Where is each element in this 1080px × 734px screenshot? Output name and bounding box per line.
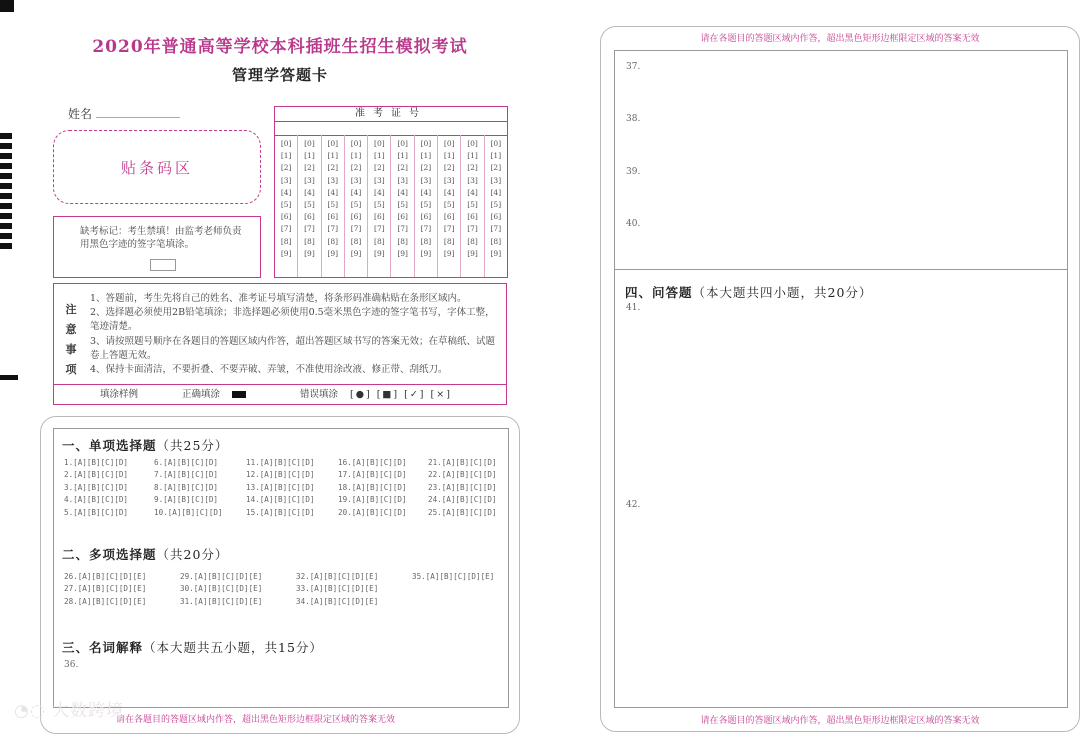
choice-row[interactable]: 3.[A][B][C][D] [64,482,129,492]
exam-id-bubble[interactable]: [2] [280,163,292,173]
footer-note-left: 请在各题目的答题区域内作答，超出黑色矩形边框限定区域的答案无效 [116,715,396,725]
choice-row[interactable]: 28.[A][B][C][D][E] [64,596,147,606]
choice-row[interactable]: 12.[A][B][C][D] [246,470,315,480]
exam-id-bubble[interactable]: [9] [304,248,315,258]
exam-id-bubble[interactable]: [3] [443,175,455,185]
exam-id-bubble[interactable]: [8] [304,236,315,246]
exam-id-bubble[interactable]: [5] [443,200,455,210]
exam-id-bubble[interactable]: [0] [280,139,292,148]
section-points: （共20分） [156,547,229,562]
exam-id-bubble[interactable]: [1] [304,151,315,161]
watermark [14,696,124,721]
instruction-item: 3、请按照题号顺序在各题目的答题区域内作答，超出答题区域书写的答案无效；在草稿纸、试题卷上答题无效。 [90,335,496,361]
choice-row[interactable]: 20.[A][B][C][D] [338,507,407,517]
choice-row[interactable]: 9.[A][B][C][D] [154,495,219,505]
exam-id-bubble[interactable]: [5] [350,200,362,210]
multi-choice-title [62,545,228,563]
registration-mark [0,183,12,189]
exam-id-bubble[interactable]: [6] [304,212,315,222]
exam-id-bubble[interactable]: [5] [397,200,408,210]
footer-note-right: 请在各题目的答题区域内作答，超出黑色矩形边框限定区域的答案无效 [700,716,980,726]
choice-row[interactable]: 4.[A][B][C][D] [64,495,129,505]
absent-mark-box [53,216,261,278]
registration-mark [0,173,12,179]
absent-checkbox[interactable] [150,259,176,271]
exam-id-bubble[interactable]: [0] [327,139,339,148]
exam-id-bubble[interactable]: [2] [397,163,408,173]
choice-row[interactable]: 29.[A][B][C][D][E] [180,572,263,581]
registration-mark [0,0,14,12]
name-label: 姓名 [68,107,93,121]
exam-id-bubble[interactable]: [0] [397,139,408,148]
exam-id-bubble[interactable]: [6] [443,212,455,222]
choice-row[interactable]: 7.[A][B][C][D] [154,470,219,480]
section-title-text: 二、多项选择题 [62,547,157,562]
correct-fill-swatch [232,385,246,405]
exam-id-bubble[interactable]: [6] [420,212,432,222]
exam-id-bubble[interactable]: [8] [374,236,385,246]
exam-id-bubble[interactable]: [1] [374,151,385,161]
instructions-list [90,292,500,377]
exam-id-bubble[interactable]: [2] [467,163,478,173]
registration-mark [0,223,12,229]
exam-id-write-row[interactable] [275,121,507,136]
exam-id-bubble[interactable]: [9] [420,248,432,258]
section-points: （共25分） [156,438,229,453]
question-number: 42. [626,500,641,510]
instructions-label-char: 项 [65,363,77,376]
answer-area-right [614,50,1068,708]
exam-id-bubble[interactable]: [1] [397,151,408,161]
exam-id-bubble[interactable]: [4] [467,187,478,197]
exam-id-bubble[interactable]: [6] [280,212,292,222]
exam-id-bubble[interactable]: [1] [443,151,455,161]
exam-id-bubble[interactable]: [3] [374,175,385,185]
wrong-fill-marks: [●] [■] [✓] [×] [350,389,452,400]
question-number: 38. [626,114,641,124]
exam-id-bubble[interactable]: [0] [374,139,385,148]
choice-row[interactable]: 15.[A][B][C][D] [246,507,315,517]
qa-title [625,283,872,301]
multi-choice-column[interactable] [412,571,494,583]
choice-row[interactable]: 34.[A][B][C][D][E] [296,596,379,606]
choice-row[interactable]: 6.[A][B][C][D] [154,458,219,467]
registration-mark [0,153,12,159]
registration-mark [0,133,12,139]
exam-id-bubble[interactable]: [1] [490,151,502,161]
exam-id-bubble[interactable]: [4] [420,187,432,197]
choice-row[interactable]: 25.[A][B][C][D] [428,507,497,517]
exam-id-bubble[interactable]: [8] [350,236,362,246]
choice-row[interactable]: 14.[A][B][C][D] [246,495,315,505]
exam-id-bubble[interactable]: [8] [490,236,502,246]
exam-id-column [275,135,298,277]
exam-id-bubble[interactable]: [7] [443,224,455,234]
exam-id-bubble[interactable]: [5] [327,200,339,210]
section-title-text: 四、问答题 [625,285,693,300]
exam-id-bubble[interactable]: [8] [280,236,292,246]
choice-row[interactable]: 35.[A][B][C][D][E] [412,572,495,581]
exam-id-bubble[interactable]: [2] [304,163,315,173]
exam-id-bubble[interactable]: [4] [490,187,502,197]
single-choice-column[interactable] [338,457,407,519]
single-choice-column[interactable] [428,457,497,519]
exam-id-grid [274,106,508,278]
exam-id-column [345,135,368,277]
exam-id-bubble[interactable]: [1] [420,151,432,161]
exam-id-bubble[interactable]: [4] [327,187,339,197]
exam-id-bubble[interactable]: [7] [420,224,432,234]
exam-id-bubble[interactable]: [3] [467,175,478,185]
instructions-label-char: 意 [65,323,77,336]
exam-id-bubble[interactable]: [0] [490,139,502,148]
exam-id-bubble[interactable]: [0] [304,139,315,148]
question-number: 41. [626,303,641,313]
exam-id-bubble[interactable]: [3] [397,175,408,185]
exam-id-bubble[interactable]: [8] [397,236,408,246]
exam-id-bubble[interactable]: [0] [350,139,362,148]
registration-mark [0,243,12,249]
answer-area-41-42[interactable] [645,301,1055,697]
exam-id-bubble[interactable]: [6] [350,212,362,222]
multi-choice-column[interactable] [64,571,146,608]
exam-id-bubble[interactable]: [7] [490,224,502,234]
exam-id-bubble[interactable]: [6] [490,212,502,222]
exam-id-column [415,135,438,277]
exam-id-bubble[interactable]: [5] [490,200,502,210]
exam-id-bubble[interactable]: [9] [443,248,455,258]
registration-mark [0,233,12,239]
exam-id-bubble[interactable]: [1] [350,151,362,161]
exam-id-column [322,135,345,277]
exam-id-bubble[interactable]: [7] [327,224,339,234]
exam-id-bubble[interactable]: [0] [420,139,432,148]
exam-id-column [461,135,484,277]
registration-mark [0,203,12,209]
choice-row[interactable]: 21.[A][B][C][D] [428,458,497,467]
exam-id-bubble[interactable]: [1] [280,151,292,161]
wrong-fill-label: 错误填涂 [300,389,339,400]
exam-id-bubble[interactable]: [9] [280,248,292,258]
single-choice-column[interactable] [154,457,223,519]
question-number: 40. [626,219,641,229]
instruction-item: 1、答题前，考生先将自己的姓名、准考证号填写清楚，将条形码准确粘贴在条形区域内。 [90,293,467,304]
exam-id-bubble[interactable]: [1] [327,151,339,161]
exam-id-bubble[interactable]: [2] [327,163,339,173]
exam-id-bubble[interactable]: [5] [374,200,385,210]
question-number: 39. [626,167,641,177]
exam-id-title: 准考证号 [275,107,507,122]
exam-id-bubble[interactable]: [5] [467,200,478,210]
exam-id-bubbles [275,135,507,277]
name-field[interactable] [96,117,180,118]
choice-row[interactable]: 23.[A][B][C][D] [428,482,497,492]
footer-note-top: 请在各题目的答题区域内作答，超出黑色矩形边框限定区域的答案无效 [700,34,980,44]
card-subtitle: 管理学答题卡 [231,66,328,84]
single-choice-column[interactable] [246,457,315,519]
exam-id-bubble[interactable]: [9] [397,248,408,258]
answer-area-36[interactable] [64,675,494,703]
exam-id-bubble[interactable]: [0] [443,139,455,148]
exam-id-bubble[interactable]: [4] [374,187,385,197]
exam-id-bubble[interactable]: [3] [350,175,362,185]
exam-id-bubble[interactable]: [9] [327,248,339,258]
exam-id-bubble[interactable]: [4] [443,187,455,197]
choice-row[interactable]: 27.[A][B][C][D][E] [64,584,147,594]
exam-id-bubble[interactable]: [7] [467,224,478,234]
instruction-item: 2、选择题必须使用2B铅笔填涂；非选择题必须使用0.5毫米黑色字迹的签字笔书写，字体工整，笔迹清楚。 [90,307,495,333]
terms-title [62,638,323,656]
choice-row[interactable]: 26.[A][B][C][D][E] [64,572,147,581]
instruction-item: 4、保持卡面清洁，不要折叠、不要弄破、弄皱，不准使用涂改液、修正带、刮纸刀。 [90,364,448,376]
exam-id-bubble[interactable]: [3] [490,175,502,185]
exam-id-bubble[interactable]: [2] [350,163,362,173]
choice-row[interactable]: 22.[A][B][C][D] [428,470,497,480]
choice-row[interactable]: 2.[A][B][C][D] [64,470,129,480]
exam-id-bubble[interactable]: [5] [280,200,292,210]
exam-id-bubble[interactable]: [8] [327,236,339,246]
exam-id-bubble[interactable]: [2] [490,163,502,173]
exam-id-bubble[interactable]: [5] [304,200,315,210]
correct-fill-label: 正确填涂 [182,389,221,400]
exam-id-bubble[interactable]: [8] [443,236,455,246]
choice-row[interactable]: 30.[A][B][C][D][E] [180,584,263,594]
exam-id-bubble[interactable]: [8] [420,236,432,246]
exam-id-bubble[interactable]: [6] [327,212,339,222]
fill-example-row [54,384,506,405]
choice-row[interactable]: 33.[A][B][C][D][E] [296,584,379,594]
absent-note: 缺考标记：考生禁填！由监考老师负责用黑色字迹的签字笔填涂。 [80,226,242,250]
registration-mark [0,163,12,169]
exam-id-column [368,135,391,277]
choice-row[interactable]: 32.[A][B][C][D][E] [296,572,379,581]
barcode-label: 贴条码区 [120,159,193,177]
instructions-label-char: 注 [65,303,77,316]
choice-row[interactable]: 19.[A][B][C][D] [338,495,407,505]
exam-id-bubble[interactable]: [5] [420,200,432,210]
exam-id-bubble[interactable]: [2] [420,163,432,173]
choice-row[interactable]: 8.[A][B][C][D] [154,482,219,492]
question-number: 36. [64,660,79,670]
exam-id-column [485,135,507,277]
exam-id-bubble[interactable]: [7] [350,224,362,234]
choice-row[interactable]: 13.[A][B][C][D] [246,482,315,492]
exam-id-column [438,135,461,277]
choice-row[interactable]: 1.[A][B][C][D] [64,458,129,467]
exam-id-bubble[interactable]: [2] [374,163,385,173]
question-number: 37. [626,62,641,72]
choice-row[interactable]: 5.[A][B][C][D] [64,507,129,517]
exam-id-bubble[interactable]: [4] [280,187,292,197]
exam-id-bubble[interactable]: [3] [280,175,292,185]
registration-mark [0,143,12,149]
section-divider [615,269,1067,270]
watermark-icon: ◔◌ [14,701,53,721]
choice-row[interactable]: 31.[A][B][C][D][E] [180,596,263,606]
exam-id-bubble[interactable]: [7] [304,224,315,234]
registration-mark [0,375,18,380]
exam-id-bubble[interactable]: [3] [327,175,339,185]
choice-row[interactable]: 24.[A][B][C][D] [428,495,497,505]
single-choice-column[interactable] [64,457,128,519]
fill-example-label: 填涂样例 [100,389,139,400]
multi-choice-column[interactable] [296,571,378,608]
multi-choice-column[interactable] [180,571,262,608]
exam-id-bubble[interactable]: [6] [374,212,385,222]
single-choice-title [62,436,228,454]
choice-row[interactable]: 10.[A][B][C][D] [154,507,223,517]
instructions-label-char: 事 [65,343,77,356]
exam-id-bubble[interactable]: [3] [420,175,432,185]
section-points: （本大题共五小题，共15分） [143,640,323,655]
exam-id-bubble[interactable]: [1] [467,151,478,161]
exam-id-column [298,135,321,277]
watermark-text: 大数跨境 [52,701,125,721]
instructions-box [53,283,507,405]
section-title-text: 一、单项选择题 [62,438,157,453]
exam-id-bubble[interactable]: [9] [467,248,478,258]
registration-mark [0,193,12,199]
exam-id-bubble[interactable]: [2] [443,163,455,173]
exam-id-bubble[interactable]: [4] [304,187,315,197]
exam-id-bubble[interactable]: [9] [350,248,362,258]
barcode-area [53,130,261,204]
exam-title: 2020年普通高等学校本科插班生招生模拟考试 [92,37,468,57]
answer-area-left [53,428,509,708]
exam-id-bubble[interactable]: [0] [467,139,478,148]
section-title-text: 三、名词解释 [62,640,144,655]
exam-id-bubble[interactable]: [9] [490,248,502,258]
exam-id-bubble[interactable]: [4] [397,187,408,197]
exam-id-bubble[interactable]: [6] [467,212,478,222]
exam-id-bubble[interactable]: [7] [374,224,385,234]
choice-row[interactable]: 18.[A][B][C][D] [338,482,407,492]
answer-area-37-40[interactable] [645,59,1055,259]
exam-id-bubble[interactable]: [3] [304,175,315,185]
choice-row[interactable]: 16.[A][B][C][D] [338,458,407,467]
section-points: （本大题共四小题，共20分） [692,285,873,300]
exam-id-bubble[interactable]: [7] [280,224,292,234]
registration-mark [0,213,12,219]
exam-id-column [391,135,414,277]
choice-row[interactable]: 11.[A][B][C][D] [246,458,315,467]
exam-id-bubble[interactable]: [6] [397,212,408,222]
choice-row[interactable]: 17.[A][B][C][D] [338,470,407,480]
exam-id-bubble[interactable]: [9] [374,248,385,258]
instructions-label [60,300,82,380]
exam-id-bubble[interactable]: [4] [350,187,362,197]
exam-id-bubble[interactable]: [8] [467,236,478,246]
exam-id-bubble[interactable]: [7] [397,224,408,234]
